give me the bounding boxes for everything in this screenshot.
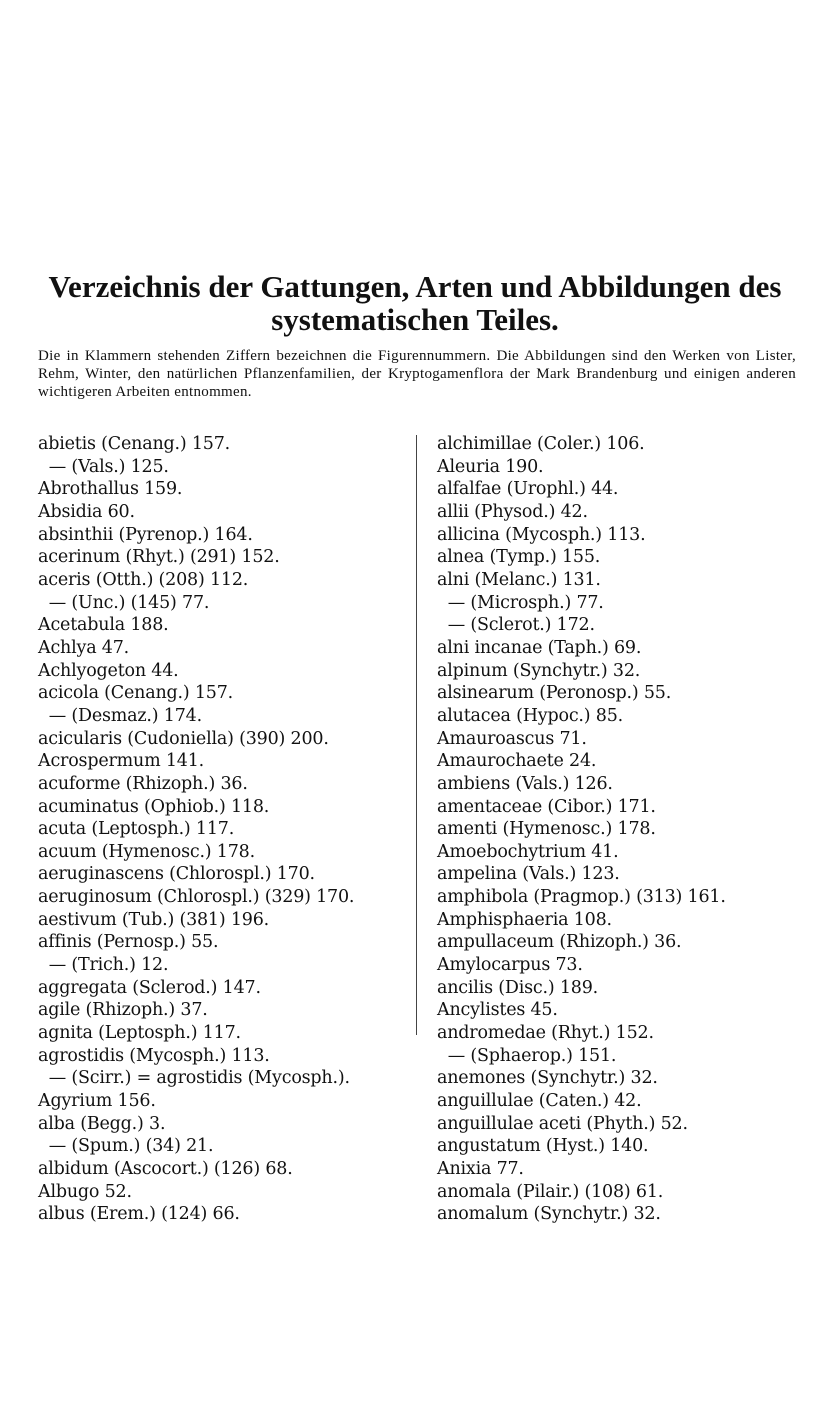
index-entry: Amoebochytrium 41. bbox=[437, 841, 619, 862]
index-entry: agile (Rhizoph.) 37. bbox=[38, 1000, 208, 1021]
index-entry: aceris (Otth.) (208) 112. bbox=[38, 569, 249, 590]
index-entry: albus (Erem.) (124) 66. bbox=[38, 1204, 240, 1225]
index-entry: amphibola (Pragmop.) (313) 161. bbox=[437, 887, 726, 908]
column-divider bbox=[416, 435, 417, 1035]
index-entry: Albugo 52. bbox=[38, 1181, 132, 1202]
index-entry: ampelina (Vals.) 123. bbox=[437, 864, 620, 885]
index-entry: Abrothallus 159. bbox=[38, 479, 183, 500]
index-entry: anomalum (Synchytr.) 32. bbox=[437, 1204, 661, 1225]
index-entry: acicularis (Cudoniella) (390) 200. bbox=[38, 728, 329, 749]
index-entry: amentaceae (Cibor.) 171. bbox=[437, 796, 656, 817]
index-entry: ampullaceum (Rhizoph.) 36. bbox=[437, 932, 682, 953]
index-entry: — (Scirr.) = agrostidis (Mycosph.). bbox=[38, 1068, 350, 1089]
index-entry: Achlya 47. bbox=[38, 637, 130, 658]
index-entry: Aleuria 190. bbox=[437, 456, 544, 477]
index-entry: aeruginascens (Chlorospl.) 170. bbox=[38, 864, 315, 885]
index-entry: Anixia 77. bbox=[437, 1159, 524, 1179]
index-entry: acicola (Cenang.) 157. bbox=[38, 683, 234, 704]
index-entry: alsinearum (Peronosp.) 55. bbox=[437, 683, 672, 704]
index-entry: agnita (Leptosph.) 117. bbox=[38, 1023, 241, 1044]
index-entry: Amaurochaete 24. bbox=[437, 751, 597, 772]
index-entry: Absidia 60. bbox=[38, 501, 135, 522]
index-entry: acuminatus (Ophiob.) 118. bbox=[38, 796, 270, 817]
index-entry: anguillulae aceti (Phyth.) 52. bbox=[437, 1113, 688, 1134]
page-title bbox=[0, 270, 830, 336]
index-entry: Amphisphaeria 108. bbox=[437, 909, 612, 930]
index-column-left bbox=[38, 433, 418, 1226]
index-entry: Acetabula 188. bbox=[38, 615, 169, 636]
index-entry: albidum (Ascocort.) (126) 68. bbox=[38, 1159, 293, 1179]
index-entry: alba (Begg.) 3. bbox=[38, 1113, 166, 1134]
index-entry: — (Vals.) 125. bbox=[38, 456, 169, 477]
index-entry: amenti (Hymenosc.) 178. bbox=[437, 819, 656, 840]
index-entry: ambiens (Vals.) 126. bbox=[437, 773, 613, 794]
index-entry: Amylocarpus 73. bbox=[437, 955, 583, 976]
index-entry: — (Unc.) (145) 77. bbox=[38, 592, 210, 613]
index-entry: angustatum (Hyst.) 140. bbox=[437, 1136, 649, 1157]
index-entry: allii (Physod.) 42. bbox=[437, 501, 588, 522]
index-entry: alutacea (Hypoc.) 85. bbox=[437, 705, 624, 726]
index-entry: aeruginosum (Chlorospl.) (329) 170. bbox=[38, 887, 355, 908]
index-entry: Ancylistes 45. bbox=[437, 1000, 558, 1021]
index-entry: Amauroascus 71. bbox=[437, 728, 587, 749]
index-entry: — (Trich.) 12. bbox=[38, 955, 169, 976]
index-entry: alchimillae (Coler.) 106. bbox=[437, 434, 645, 454]
index-entry: allicina (Mycosph.) 113. bbox=[437, 524, 646, 545]
index-entry: acerinum (Rhyt.) (291) 152. bbox=[38, 547, 280, 568]
index-column-right bbox=[437, 433, 817, 1226]
index-entry: alnea (Tymp.) 155. bbox=[437, 547, 601, 568]
page-title-line-2: systematischen Teiles. bbox=[271, 302, 559, 337]
index-entry: agrostidis (Mycosph.) 113. bbox=[38, 1045, 270, 1066]
index-entry: alni incanae (Taph.) 69. bbox=[437, 637, 642, 658]
index-entry: absinthii (Pyrenop.) 164. bbox=[38, 524, 253, 545]
index-entry: affinis (Pernosp.) 55. bbox=[38, 932, 219, 953]
index-entry: abietis (Cenang.) 157. bbox=[38, 434, 231, 454]
index-entry: — (Sclerot.) 172. bbox=[437, 615, 595, 636]
index-entry: — (Spum.) (34) 21. bbox=[38, 1136, 214, 1157]
index-entry: alni (Melanc.) 131. bbox=[437, 569, 601, 590]
index-entry: acuum (Hymenosc.) 178. bbox=[38, 841, 255, 862]
index-entry: andromedae (Rhyt.) 152. bbox=[437, 1023, 654, 1044]
index-entry: anomala (Pilair.) (108) 61. bbox=[437, 1181, 664, 1202]
index-entry: alpinum (Synchytr.) 32. bbox=[437, 660, 641, 681]
index-entry: ancilis (Disc.) 189. bbox=[437, 977, 598, 998]
index-entry: — (Sphaerop.) 151. bbox=[437, 1045, 617, 1066]
index-entry: Achlyogeton 44. bbox=[38, 660, 179, 681]
index-entry: — (Desmaz.) 174. bbox=[38, 705, 202, 726]
index-entry: Acrospermum 141. bbox=[38, 751, 205, 772]
index-entry: alfalfae (Urophl.) 44. bbox=[437, 479, 619, 500]
index-entry: acuforme (Rhizoph.) 36. bbox=[38, 773, 248, 794]
index-entry: Agyrium 156. bbox=[38, 1091, 156, 1112]
index-entry: aggregata (Sclerod.) 147. bbox=[38, 977, 261, 998]
index-entry: anemones (Synchytr.) 32. bbox=[437, 1068, 658, 1089]
index-entry: acuta (Leptosph.) 117. bbox=[38, 819, 235, 840]
index-entry: aestivum (Tub.) (381) 196. bbox=[38, 909, 270, 930]
index-entry: anguillulae (Caten.) 42. bbox=[437, 1091, 642, 1112]
page-title-line-1: Verzeichnis der Gattungen, Arten und Abbildungen des bbox=[48, 269, 782, 304]
intro-paragraph: Die in Klammern stehenden Ziffern bezeichnen die Figurennummern. Die Abbildungen sind den Werken von Lister, Rehm, Winter, den natürlichen Pflanzenfamilien, der Kryptogamenflora der Mark Brandenburg und einigen anderen wichtigeren Arbeiten entnommen. bbox=[38, 348, 796, 400]
index-entry: — (Microsph.) 77. bbox=[437, 592, 604, 613]
